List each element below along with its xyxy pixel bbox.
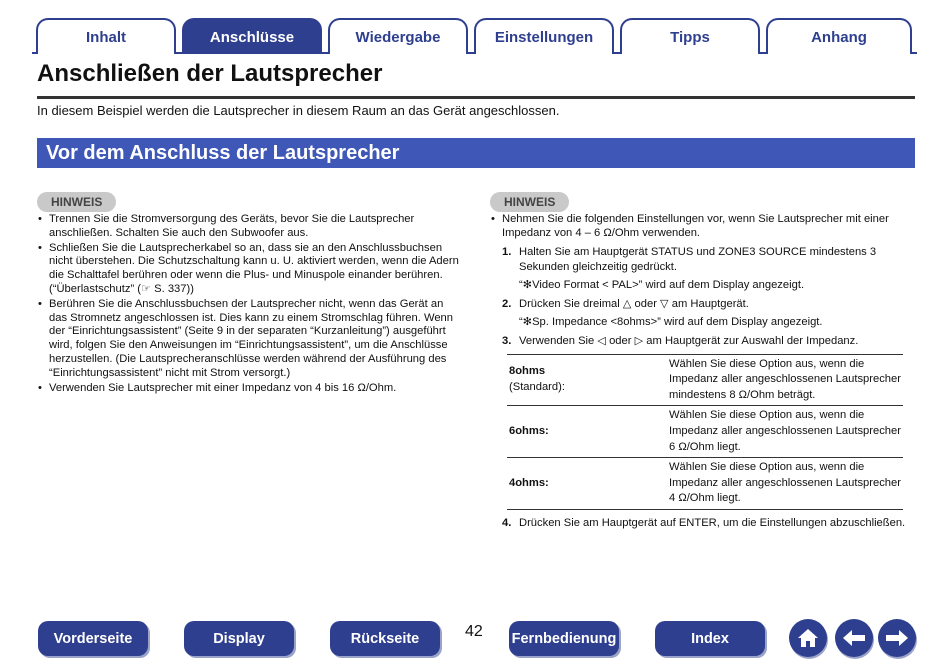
home-icon — [796, 627, 820, 649]
step-text: Verwenden Sie ◁ oder ▷ am Hauptgerät zur Auswahl der Impedanz. — [519, 334, 859, 347]
step-3 — [502, 334, 915, 349]
title-divider — [37, 96, 915, 99]
list-item: • Berühren Sie die Anschlussbuchsen der Lautsprecher nicht, wenn das Gerät an das Stromnetz angeschlossen ist. Dies kann zu einem Stromschlag führen. Wenn der “Einrichtungsassistent” (Seite 9 in der separaten “Kurzanleitung”) ausgeführt wird, folgen Sie den Anweisungen im “Einrichtungsassistent”, um die Anschlüsse herzustellen. (Die Lautsprecheranschlüsse werden während der Ausführung des “Einrichtungsassistent” nicht mit Strom versorgt.) — [37, 298, 462, 381]
list-item: • Schließen Sie die Lautsprecherkabel so an, dass sie an den Anschlussbuchsen nicht überstehen. Die Schutzschaltung kann u. U. aktiviert werden, wenn die Adern die Schalttafel berühren oder wenn die Plus- und Minuspole einander berühren. (“Überlastschutz” (☞ S. 337)) — [37, 242, 462, 297]
page-title: Anschließen der Lautsprecher — [37, 60, 383, 87]
impedance-description: Wählen Sie diese Option aus, wenn die Impedanz aller angeschlossenen Lautsprecher 6 Ω/Ohm liegt. — [669, 406, 903, 458]
tab-einstellungen[interactable]: Einstellungen — [474, 18, 614, 54]
page-number: 42 — [465, 623, 483, 640]
impedance-description: Wählen Sie diese Option aus, wenn die Impedanz aller angeschlossenen Lautsprecher mindestens 8 Ω/Ohm beträgt. — [669, 354, 903, 406]
table-row — [507, 406, 903, 458]
step-1 — [502, 245, 915, 275]
list-item: • Trennen Sie die Stromversorgung des Geräts, bevor Sie die Lautsprecher anschließen. Schalten Sie auch den Subwoofer aus. — [37, 213, 462, 241]
option-label: 6ohms: — [509, 424, 549, 437]
nav-button-vorderseite[interactable]: Vorderseite — [38, 621, 148, 656]
tab-wiedergabe[interactable]: Wiedergabe — [328, 18, 468, 54]
list-item: • Nehmen Sie die folgenden Einstellungen vor, wenn Sie Lautsprecher mit einer Impedanz von 4 – 6 Ω/Ohm verwenden. — [490, 213, 915, 241]
section-heading: Vor dem Anschluss der Lautsprecher — [37, 138, 915, 168]
option-label: 8ohms — [509, 365, 546, 378]
nav-button-display[interactable]: Display — [184, 621, 294, 656]
intro-text: In diesem Beispiel werden die Lautsprecher in diesem Raum an das Gerät angeschlossen. — [37, 103, 560, 118]
impedance-description: Wählen Sie diese Option aus, wenn die Impedanz aller angeschlossenen Lautsprecher 4 Ω/Ohm liegt. — [669, 458, 903, 510]
forward-button[interactable] — [878, 619, 916, 657]
table-row — [507, 458, 903, 510]
option-label: 4ohms: — [509, 476, 549, 489]
step-number: 3. — [502, 334, 512, 347]
table-row — [507, 354, 903, 406]
step-text: Drücken Sie am Hauptgerät auf ENTER, um die Einstellungen abzuschließen. — [519, 516, 906, 529]
option-sublabel: (Standard): — [509, 380, 565, 393]
impedance-table — [507, 354, 903, 510]
step-text: Drücken Sie dreimal △ oder ▽ am Hauptgerät. — [519, 297, 749, 310]
back-arrow-icon — [841, 628, 867, 648]
left-notes — [37, 213, 462, 396]
note-badge-left: HINWEIS — [37, 192, 116, 212]
step-note: “✻Video Format < PAL>” wird auf dem Display angezeigt. — [519, 278, 805, 291]
impedance-option — [507, 354, 669, 406]
tab-tipps[interactable]: Tipps — [620, 18, 760, 54]
nav-button-fernbedienung[interactable]: Fernbedienung — [509, 621, 619, 656]
step-number: 1. — [502, 245, 512, 258]
forward-arrow-icon — [884, 628, 910, 648]
step-2 — [502, 297, 915, 312]
right-notes — [490, 213, 915, 531]
step-number: 2. — [502, 297, 512, 310]
impedance-option — [507, 406, 669, 458]
step-note: “✻Sp. Impedance <8ohms>” wird auf dem Display angezeigt. — [519, 315, 823, 328]
tab-anhang[interactable]: Anhang — [766, 18, 912, 54]
top-tab-bar — [32, 14, 917, 54]
impedance-option — [507, 458, 669, 510]
back-button[interactable] — [835, 619, 873, 657]
tab-inhalt[interactable]: Inhalt — [36, 18, 176, 54]
step-number: 4. — [502, 516, 512, 529]
nav-button-rueckseite[interactable]: Rückseite — [330, 621, 440, 656]
list-item: • Verwenden Sie Lautsprecher mit einer Impedanz von 4 bis 16 Ω/Ohm. — [37, 382, 462, 396]
step-4 — [502, 516, 915, 531]
nav-button-index[interactable]: Index — [655, 621, 765, 656]
tab-anschluesse[interactable]: Anschlüsse — [182, 18, 322, 54]
step-text: Halten Sie am Hauptgerät STATUS und ZONE3 SOURCE mindestens 3 Sekunden gleichzeitig gedrückt. — [519, 245, 877, 273]
home-button[interactable] — [789, 619, 827, 657]
note-badge-right: HINWEIS — [490, 192, 569, 212]
